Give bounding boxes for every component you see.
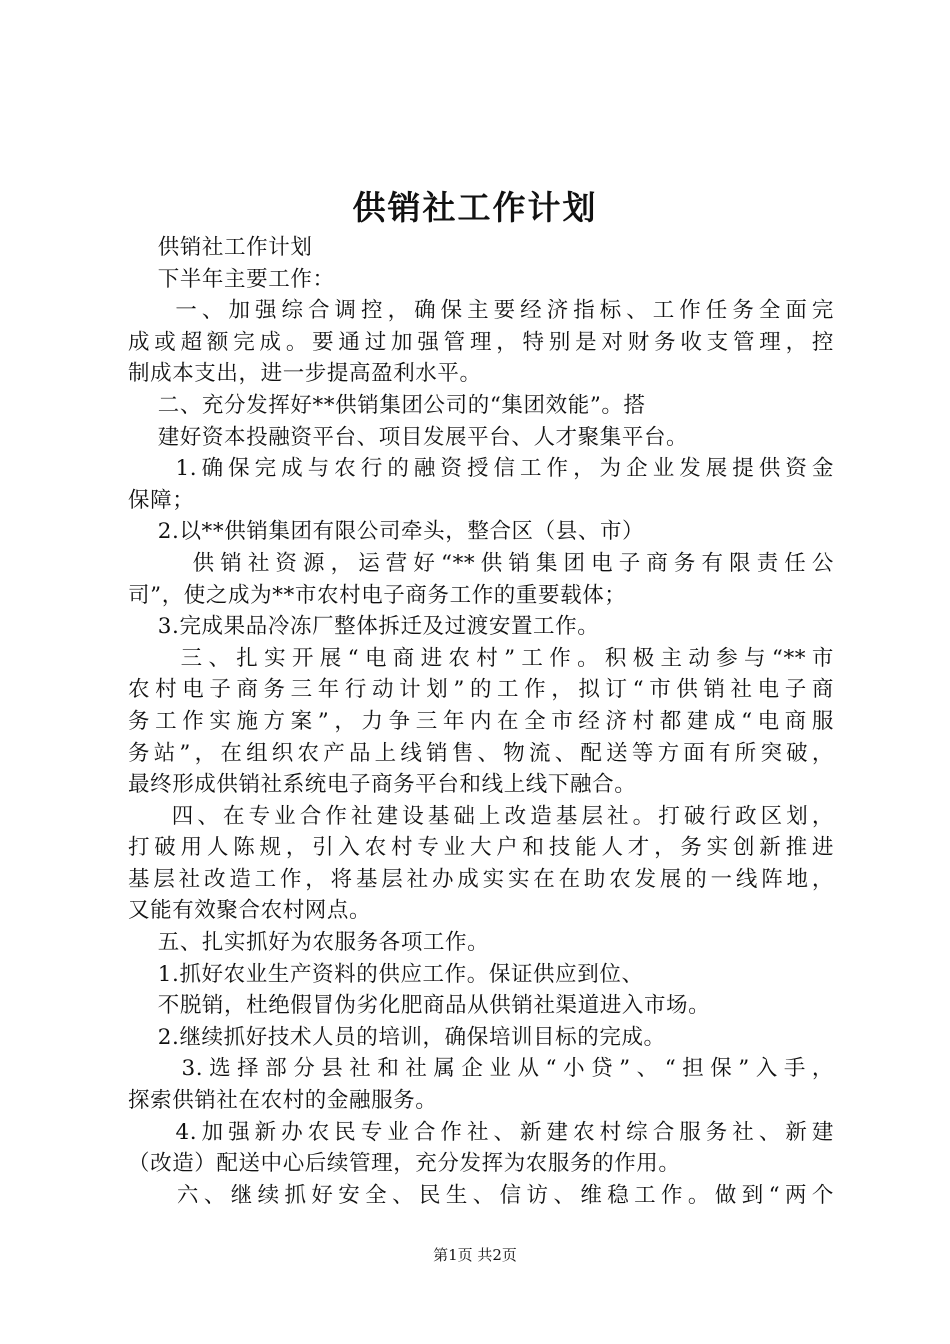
text-line: 基层社改造工作，将基层社办成实实在在助农发展的一线阵地， [128, 866, 834, 892]
text-line: 司”，使之成为**市农村电子商务工作的重要载体； [128, 582, 627, 608]
text-line: 下半年主要工作： [128, 266, 335, 292]
text-line: 农村电子商务三年行动计划”的工作，拟订“市供销社电子商 [128, 677, 834, 703]
page-footer: 第1页 共2页 [433, 1246, 517, 1264]
text-line: 不脱销，杜绝假冒伪劣化肥商品从供销社渠道进入市场。 [128, 993, 711, 1019]
text-line: 二、充分发挥好**供销集团公司的“集团效能”。搭 [128, 392, 646, 418]
text-line: 最终形成供销社系统电子商务平台和线上线下融合。 [128, 772, 637, 798]
text-line: 务工作实施方案”，力争三年内在全市经济村都建成“电商服 [128, 708, 834, 734]
text-line: 4.加强新办农民专业合作社、新建农村综合服务社、新建 [128, 1119, 834, 1145]
text-line: 3.完成果品冷冻厂整体拆迁及过渡安置工作。 [128, 614, 600, 640]
text-line: 打破用人陈规，引入农村专业大户和技能人才，务实创新推进 [128, 835, 834, 861]
text-line: （改造）配送中心后续管理，充分发挥为农服务的作用。 [128, 1151, 681, 1177]
text-line: 建好资本投融资平台、项目发展平台、人才聚集平台。 [128, 424, 689, 450]
text-line: 保障； [128, 487, 195, 513]
text-line: 1.抓好农业生产资料的供应工作。保证供应到位、 [128, 961, 644, 987]
document-body [128, 232, 834, 1211]
text-line: 六、继续抓好安全、民生、信访、维稳工作。做到“两个 [128, 1182, 834, 1208]
text-line: 又能有效聚合农村网点。 [128, 898, 372, 924]
text-line: 1.确保完成与农行的融资授信工作，为企业发展提供资金 [128, 456, 834, 482]
text-line: 成或超额完成。要通过加强管理，特别是对财务收支管理，控 [128, 329, 834, 355]
text-line: 供销社工作计划 [128, 235, 313, 260]
text-line: 供销社资源，运营好“**供销集团电子商务有限责任公 [128, 550, 834, 576]
text-line: 2.继续抓好技术人员的培训，确保培训目标的完成。 [128, 1024, 666, 1050]
document-title: 供销社工作计划 [352, 188, 598, 227]
text-line: 2.以**供销集团有限公司牵头，整合区（县、市） [128, 519, 645, 545]
text-line: 三、扎实开展“电商进农村”工作。积极主动参与“**市 [128, 645, 834, 671]
text-line: 五、扎实抓好为农服务各项工作。 [128, 930, 490, 956]
text-line: 探索供销社在农村的金融服务。 [128, 1088, 438, 1114]
text-line: 3.选择部分县社和社属企业从“小贷”、“担保”入手， [128, 1056, 834, 1082]
text-line: 务站”，在组织农产品上线销售、物流、配送等方面有所突破， [128, 740, 834, 766]
text-line: 制成本支出，进一步提高盈利水平。 [128, 361, 482, 387]
text-line: 四、在专业合作社建设基础上改造基层社。打破行政区划， [128, 803, 834, 829]
text-line: 一、加强综合调控，确保主要经济指标、工作任务全面完 [128, 298, 834, 324]
